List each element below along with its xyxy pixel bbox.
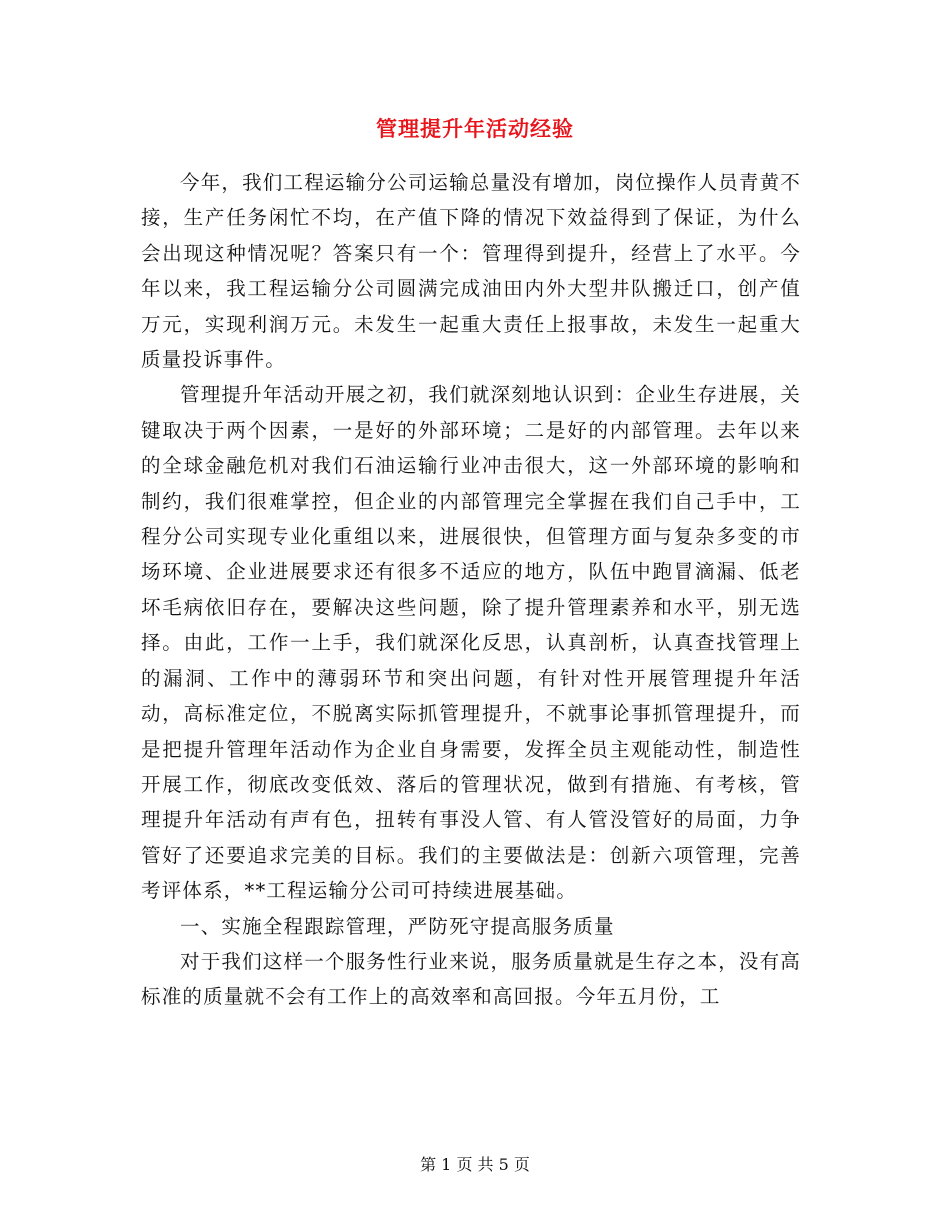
document-title: 管理提升年活动经验 — [376, 116, 574, 141]
section-heading-1: 一、实施全程跟踪管理，严防死守提高服务质量 — [180, 914, 615, 938]
paragraph-section-1: 对于我们这样一个服务性行业来说，服务质量就是生存之本，没有高标准的质量就不会有工作上的高效率和高回报。今年五月份，工 — [141, 949, 802, 1009]
paragraph-background: 管理提升年活动开展之初，我们就深刻地认识到：企业生存进展，关键取决于两个因素，一是好的外部环境；二是好的内部管理。去年以来的全球金融危机对我们石油运输行业冲击很大，这一外部环境的影响和制约，我们很难掌控，但企业的内部管理完全掌握在我们自己手中，工程分公司实现专业化重组以来，进展很快，但管理方面与复杂多变的市场环境、企业进展要求还有很多不适应的地方，队伍中跑冒滴漏、低老坏毛病依旧存在，要解决这些问题，除了提升管理素养和水平，别无选择。由此，工作一上手，我们就深化反思，认真剖析，认真查找管理上的漏洞、工作中的薄弱环节和突出问题，有针对性开展管理提升年活动，高标准定位，不脱离实际抓管理提升，不就事论事抓管理提升，而是把提升管理年活动作为企业自身需要，发挥全员主观能动性，制造性开展工作，彻底改变低效、落后的管理状况，做到有措施、有考核，管理提升年活动有声有色，扭转有事没人管、有人管没管好的局面，力争管好了还要追求完美的目标。我们的主要做法是：创新六项管理，完善考评体系，**工程运输分公司可持续进展基础。 — [141, 383, 802, 903]
page-footer: 第 1 页 共 5 页 — [420, 1155, 530, 1174]
paragraph-intro: 今年，我们工程运输分公司运输总量没有增加，岗位操作人员青黄不接，生产任务闲忙不均，在产值下降的情况下效益得到了保证，为什么会出现这种情况呢？答案只有一个：管理得到提升，经营上了水平。今年以来，我工程运输分公司圆满完成油田内外大型井队搬迁口，创产值万元，实现利润万元。未发生一起重大责任上报事故，未发生一起重大质量投诉事件。 — [141, 171, 802, 372]
document-body — [141, 165, 801, 1015]
